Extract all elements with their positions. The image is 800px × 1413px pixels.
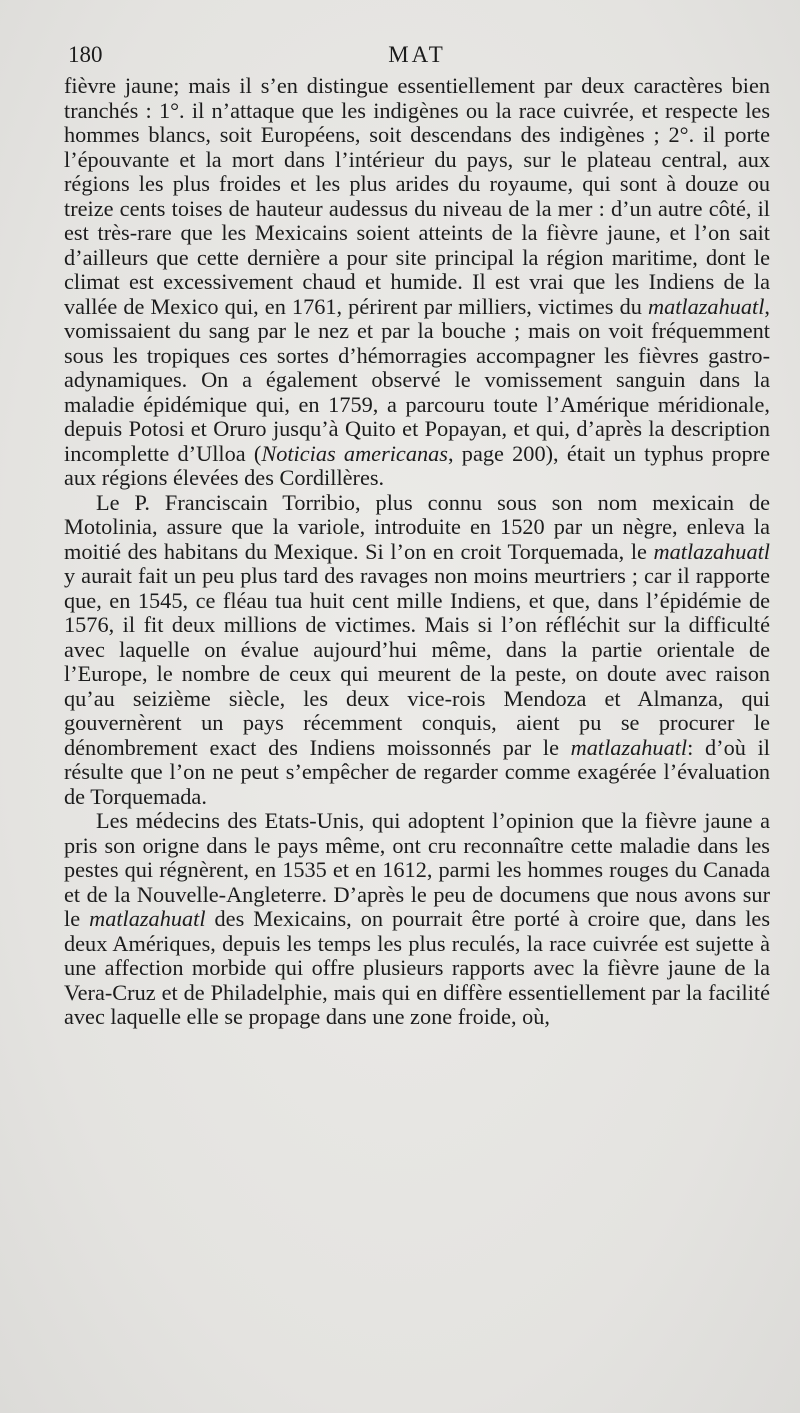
body-text xyxy=(64,74,770,1030)
italic-term: matlazahuatl xyxy=(89,906,206,931)
text-run: y aurait fait un peu plus tard des ravages non moins meurtriers ; car il rapporte que, en 1545, ce fléau tua huit cent mille Indiens, et que, dans l’épidémie de 1576, il fit deux millions de victimes. Mais si l’on réfléchit sur la difficulté avec laquelle on évalue aujourd’hui même, dans la partie orientale de l’Europe, le nombre de ceux qui meurent de la peste, on doute avec raison qu’au seizième siècle, les deux vice-rois Mendoza et Almanza, qui gouvernèrent un pays récemment conquis, aient pu se procurer le dénombrement exact des Indiens moissonnés par le xyxy=(64,563,770,760)
text-run: , vomissaient du sang par le nez et par la bouche ; mais on voit fréquemment sous les tropiques ces sortes d’hémorragies accompagner les fièvres gastro-adynamiques. On a également observé le vomissement sanguin dans la maladie épidémique qui, en 1759, a parcouru toute l’Amérique méridionale, depuis Potosi et Oruro jusqu’à Quito et Popayan, et qui, d’après la description incomplette d’Ulloa ( xyxy=(64,293,770,466)
text-run: , page 200), était un typhus propre aux régions élevées des Cordillères. xyxy=(64,440,770,490)
paragraph xyxy=(64,809,770,1030)
text-run: fièvre jaune; mais il s’en distingue essentiellement par deux caractères bien tranchés : 1°. il n’attaque que les indigènes ou la race cuivrée, et respecte les hommes blancs, soit Européens, soit descendans des indigènes ; 2°. il porte l’épouvante et la mort dans l’intérieur du pays, sur le plateau central, aux régions les plus froides et les plus arides du royaume, qui sont à douze ou treize cents toises de hauteur audessus du niveau de la mer : d’un autre côté, il est très-rare que les Mexicains soient atteints de la fièvre jaune, et l’on sait d’ailleurs que cette dernière a pour site principal la région maritime, dont le climat est excessivement chaud et humide. Il est vrai que les Indiens de la vallée de Mexico qui, en 1761, périrent par milliers, victimes du xyxy=(64,73,770,319)
running-title: MAT xyxy=(388,42,446,67)
text-run: des Mexicains, on pourrait être porté à croire que, dans les deux Amériques, depuis les temps les plus reculés, la race cuivrée est sujette à une affection morbide qui offre plusieurs rapports avec la fièvre jaune de la Vera-Cruz et de Philadelphie, mais qui en diffère essentiellement par la facilité avec laquelle elle se propage dans une zone froide, où, xyxy=(64,906,770,1029)
italic-term: matlazahuatl xyxy=(570,734,688,760)
italic-term: matlazahuatl xyxy=(653,538,770,564)
text-run: : d’où il résulte que l’on ne peut s’empêcher de regarder comme exagérée l’évaluation de Torquemada. xyxy=(64,734,770,809)
text-run: Les médecins des Etats-Unis, qui adoptent l’opinion que la fièvre jaune a pris son origne dans le pays même, ont cru reconnaître cette maladie dans les pestes qui régnèrent, en 1535 et en 1612, parmi les hommes rouges du Canada et de la Nouvelle-Angleterre. D’après le peu de documens que nous avons sur le xyxy=(64,808,770,931)
text-run: Le P. Franciscain Torribio, plus connu sous son nom mexicain de Motolinia, assure que la variole, introduite en 1520 par un nègre, enleva la moitié des habitans du Mexique. Si l’on en croit Torquemada, le xyxy=(64,489,770,564)
running-head xyxy=(64,40,770,74)
paragraph xyxy=(64,491,770,810)
italic-term: Noticias americanas xyxy=(261,440,448,466)
italic-term: matlazahuatl xyxy=(647,293,765,319)
paragraph xyxy=(64,74,770,491)
page-number: 180 xyxy=(68,42,103,67)
